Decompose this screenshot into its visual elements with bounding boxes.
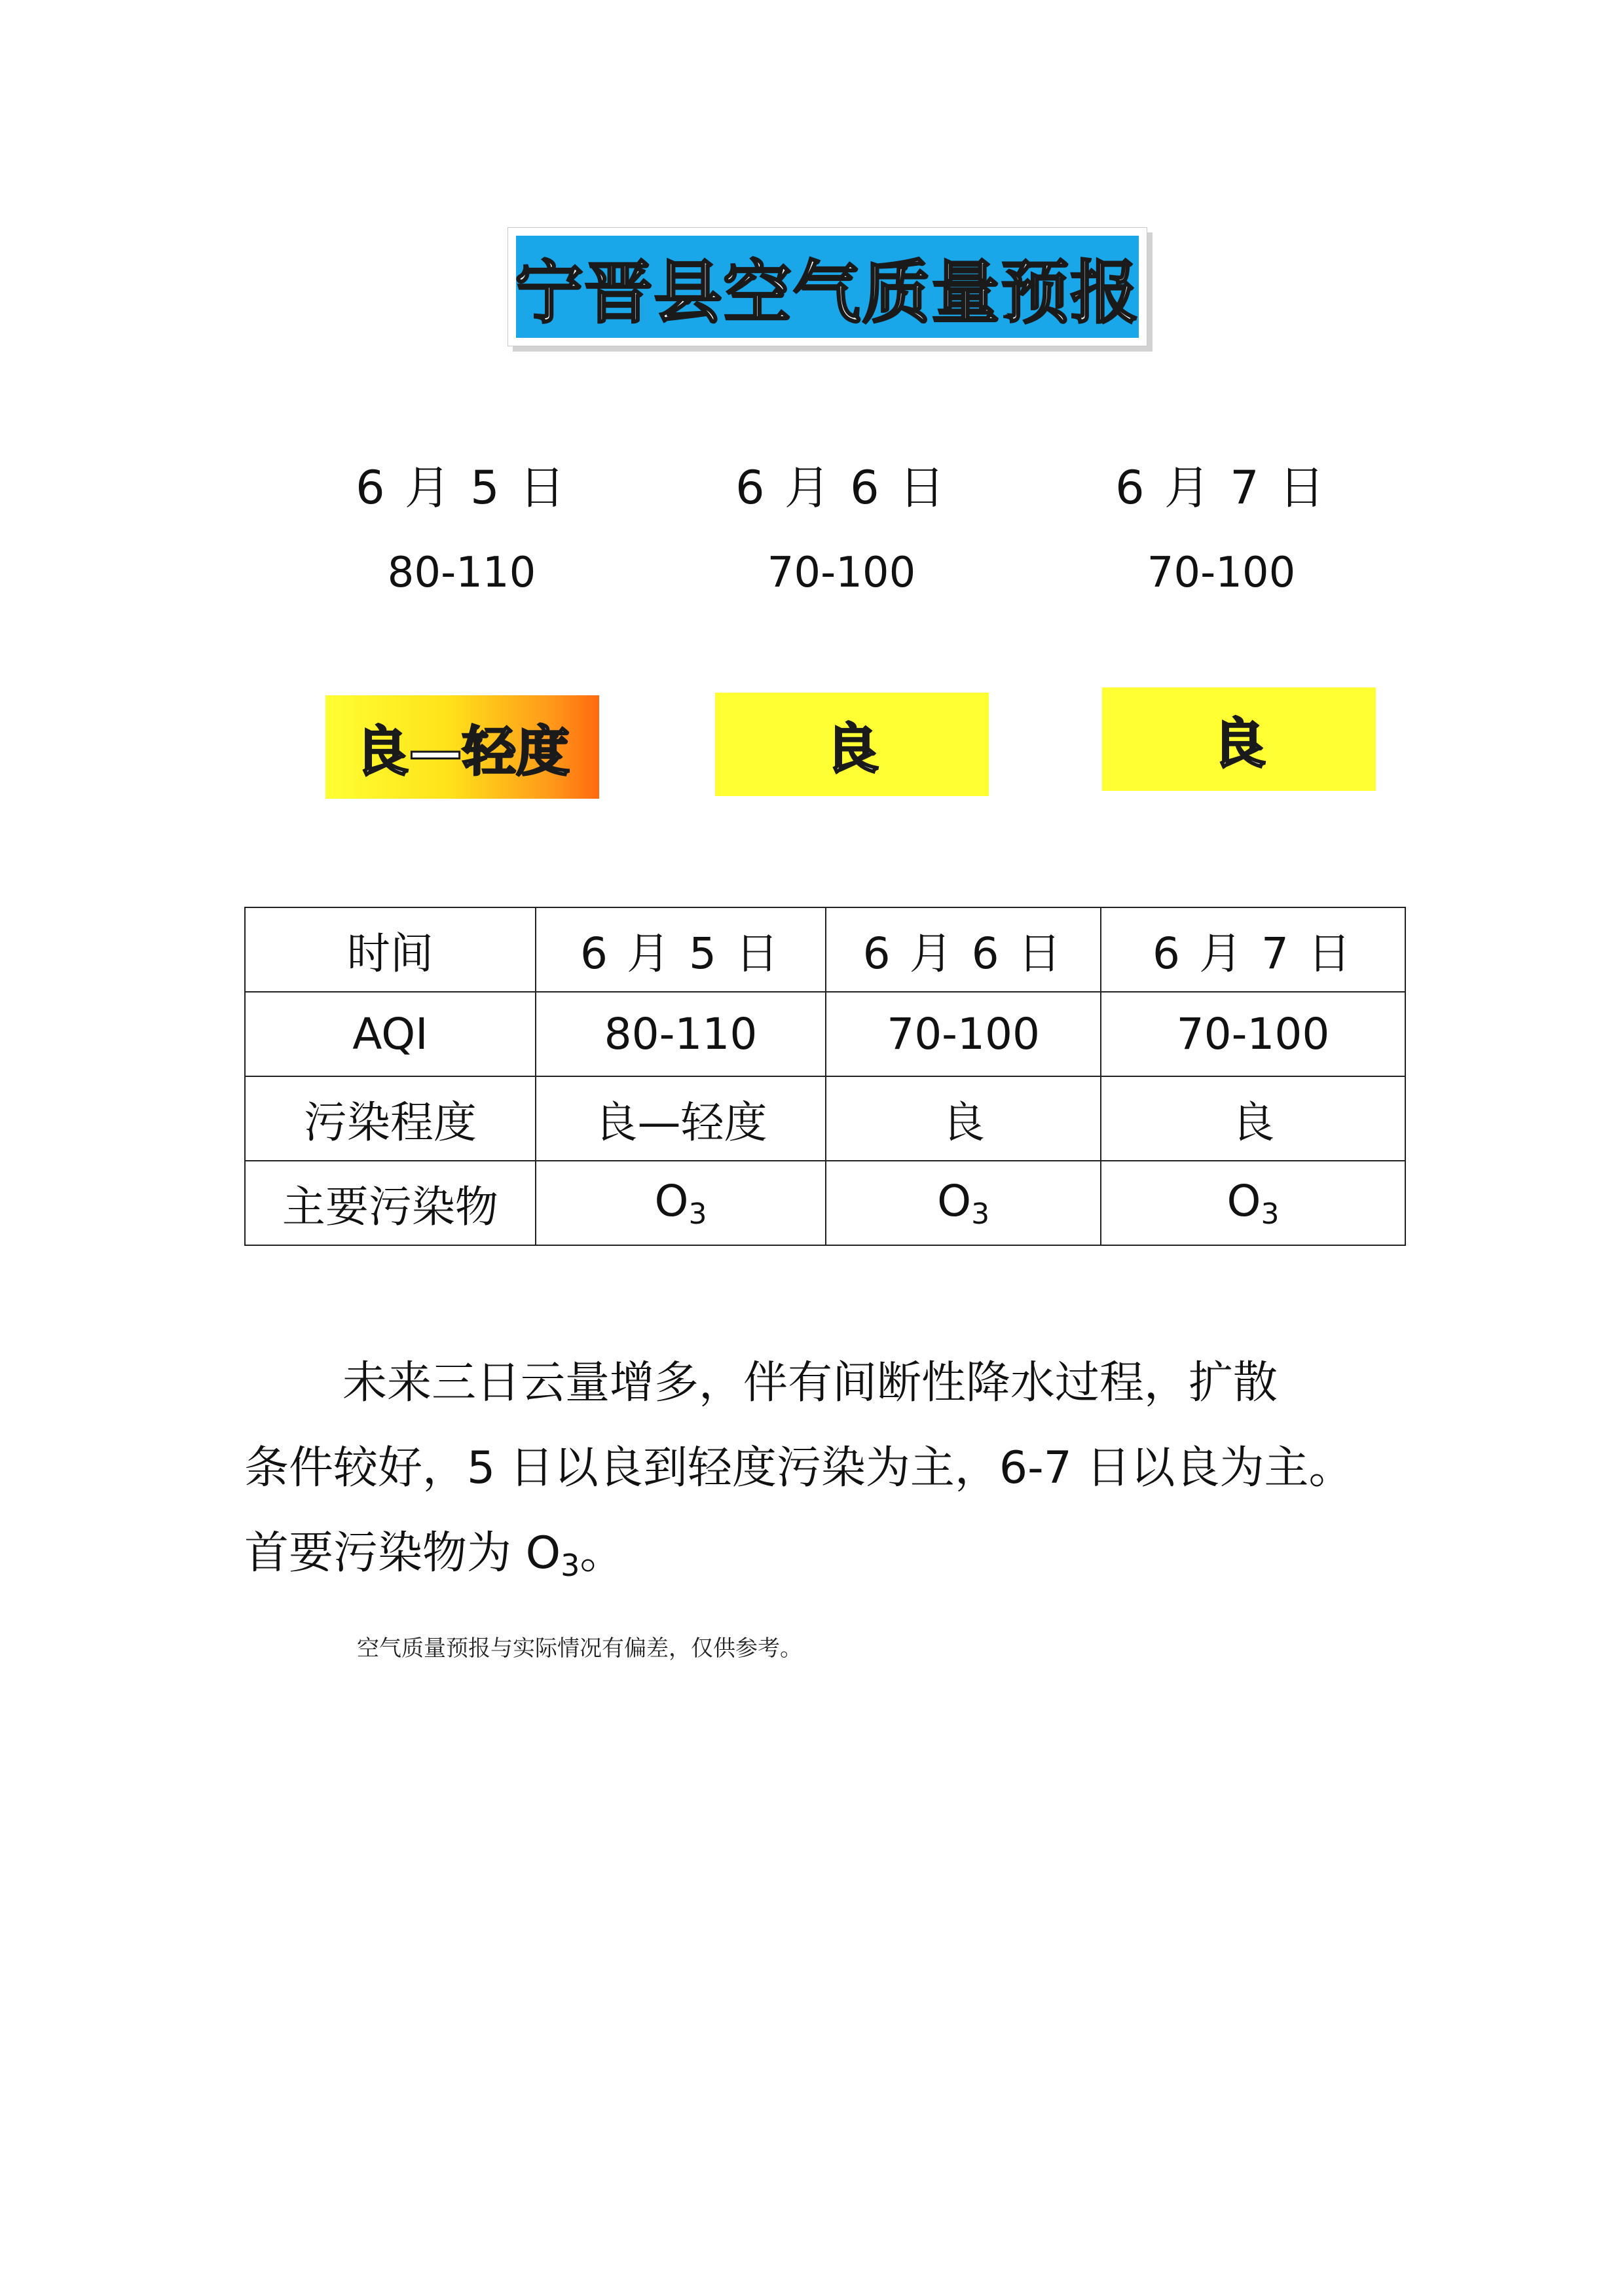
description-subscript: 3 <box>561 1548 580 1583</box>
day-date: 6 月 7 日 <box>1115 461 1327 515</box>
table-cell: 良 <box>826 1076 1101 1161</box>
description-line: 条件较好，5 日以良到轻度污染为主，6-7 日以良为主。 <box>244 1442 1354 1494</box>
table-cell: 70-100 <box>826 992 1101 1076</box>
title-banner <box>507 227 1147 346</box>
pollutant-base: O <box>1227 1175 1261 1226</box>
row-label: 主要污染物 <box>245 1161 536 1245</box>
level-badge-text: 良 <box>1211 712 1266 775</box>
disclaimer: 空气质量预报与实际情况有偏差，仅供参考。 <box>357 1635 802 1662</box>
pollutant-base: O <box>654 1175 689 1226</box>
table-cell: 70-100 <box>1101 992 1405 1076</box>
table-cell: 良 <box>1101 1076 1405 1161</box>
level-badge-2 <box>715 693 989 796</box>
table-row <box>245 1076 1405 1161</box>
pollutant-base: O <box>937 1175 972 1226</box>
day-date: 6 月 6 日 <box>735 461 948 515</box>
pollutant-subscript: 3 <box>1261 1197 1280 1231</box>
table-cell: 6 月 6 日 <box>826 907 1101 992</box>
table-cell: 6 月 7 日 <box>1101 907 1405 992</box>
description-line <box>244 1511 1410 1608</box>
description-text: 首要污染物为 O <box>244 1527 561 1579</box>
level-badge-text: 良 <box>824 718 879 780</box>
day-aqi: 80-110 <box>387 549 536 597</box>
day-aqi: 70-100 <box>767 549 916 597</box>
table-row <box>245 1161 1405 1245</box>
pollutant-subscript: 3 <box>971 1197 990 1231</box>
pollutant-subscript: 3 <box>688 1197 707 1231</box>
level-badge-1 <box>325 695 599 799</box>
table-cell: 80-110 <box>536 992 826 1076</box>
day-aqi: 70-100 <box>1147 549 1296 597</box>
day-date: 6 月 5 日 <box>356 461 568 515</box>
table-row <box>245 992 1405 1076</box>
table-cell: 良—轻度 <box>536 1076 826 1161</box>
row-label: 时间 <box>245 907 536 992</box>
description-text: 。 <box>580 1527 625 1579</box>
page-title: 宁晋县空气质量预报 <box>515 253 1140 333</box>
description-line: 未来三日云量增多，伴有间断性降水过程，扩散 <box>342 1357 1278 1409</box>
table-cell <box>826 1161 1101 1245</box>
row-label: AQI <box>245 992 536 1076</box>
table-cell <box>1101 1161 1405 1245</box>
table-cell: 6 月 5 日 <box>536 907 826 992</box>
level-badge-text: 良—轻度 <box>354 720 570 783</box>
forecast-table <box>244 907 1406 1246</box>
level-badge-3 <box>1102 687 1376 791</box>
title-background <box>516 236 1139 338</box>
day-column-3 <box>1084 458 1359 602</box>
table-cell <box>536 1161 826 1245</box>
row-label: 污染程度 <box>245 1076 536 1161</box>
forecast-description <box>244 1341 1410 1608</box>
day-column-1 <box>324 458 599 602</box>
day-column-2 <box>704 458 979 602</box>
table-row <box>245 907 1405 992</box>
